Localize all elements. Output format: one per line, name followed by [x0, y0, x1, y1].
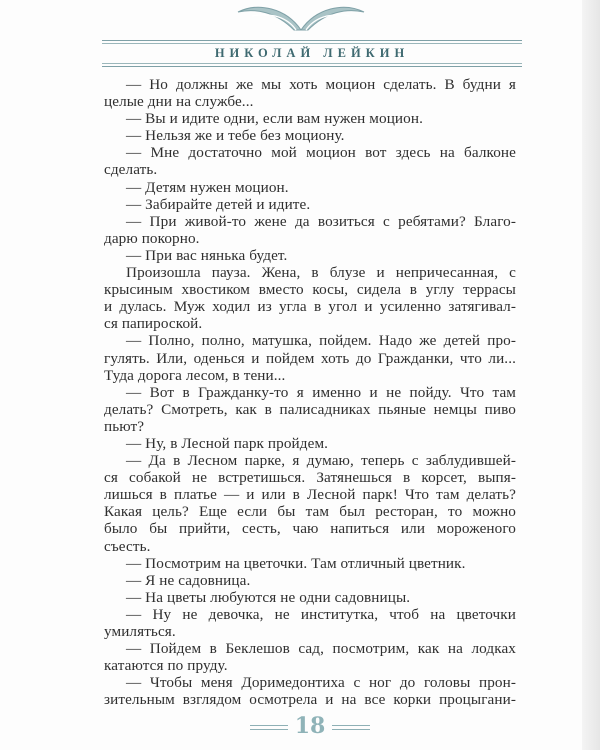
page-number: 18 [294, 713, 326, 739]
text-line: — Полно, полно, матушка, пойдем. Надо же детей про- [126, 332, 516, 350]
page-footer [250, 713, 370, 741]
text-line: — Да в Лесном парке, я думаю, теперь с заблудившей- [126, 452, 516, 470]
text-line: Туда дорога лесом, в тени... [104, 366, 286, 384]
text-line: — Нельзя же и тебе без моциону. [126, 127, 345, 145]
text-line: целые дни на службе... [104, 93, 254, 111]
text-line: сделать. [104, 161, 158, 179]
text-line: пьют? [104, 417, 145, 435]
text-line: катаются по пруду. [104, 657, 228, 675]
text-line: — Вы и идите одни, если вам нужен моцион. [126, 110, 423, 128]
wing-ornament-icon [236, 0, 366, 36]
text-line: съесть. [104, 537, 151, 555]
text-line: — При вас нянька будет. [126, 246, 288, 264]
text-line: умиляться. [104, 623, 176, 640]
text-line: зительным взглядом осмотрела и на все корки процыгани- [104, 691, 516, 709]
text-line: лишься в платье — и или в Лесной парк! Что там делать? [104, 486, 516, 504]
text-line: — Посмотрим на цветочки. Там отличный цветник. [126, 554, 466, 572]
text-line: было бы прийти, сесть, чаю напиться или мороженого [104, 520, 516, 538]
text-line: Какая цель? Еще если бы там был ресторан, то можно [104, 503, 516, 521]
text-line: Произошла пауза. Жена, в блузе и непричесанная, с [126, 264, 516, 282]
text-line: — Детям нужен моцион. [126, 178, 289, 196]
running-head-band [102, 40, 522, 67]
footer-rule-left [250, 725, 288, 730]
text-line: крысиным хвостиком вместо косы, сидела в углу террасы [104, 281, 516, 299]
footer-rule-right [332, 725, 370, 730]
text-line: — Мне достаточно мой моцион вот здесь на балконе [126, 144, 516, 162]
text-line: — Пойдем в Беклешов сад, посмотрим, как на лодках [126, 640, 516, 658]
text-line: — При живой-то жене да возиться с ребятами? Благо- [126, 212, 516, 230]
text-line: — На цветы любуются не одни садовницы. [126, 588, 411, 606]
text-line: — Я не садовница. [126, 571, 251, 589]
text-line: ся собакой не встретишься. Затянешься в корсет, выпя- [104, 469, 516, 487]
text-line: делать? Смотреть, как в палисадниках пьяные немцы пиво [104, 400, 516, 418]
text-line: — Но должны же мы хоть моцион сделать. В будни я [126, 76, 516, 93]
text-line: и дулась. Муж ходил из угла в угол и усиленно затягивал- [104, 298, 516, 316]
text-line: — Ну, в Лесной парк пройдем. [126, 434, 329, 452]
body-text [104, 76, 516, 708]
page-edge-shadow [582, 0, 600, 750]
text-line: — Забирайте детей и идите. [126, 195, 311, 213]
running-head: НИКОЛАЙ ЛЕЙКИН [214, 46, 410, 60]
text-line: ся папироской. [104, 315, 203, 333]
text-line: дарю покорно. [104, 229, 200, 247]
text-line: — Вот в Гражданку-то я именно и не пойду. Что там [126, 383, 516, 401]
text-line: гулять. Или, оденься и пойдем хоть до Гражданки, что ли... [104, 349, 516, 367]
text-line: — Чтобы меня Доримедонтиха с ног до головы прон- [126, 674, 516, 692]
text-line: — Ну не девочка, не институтка, чтоб на цветочки [126, 605, 516, 623]
